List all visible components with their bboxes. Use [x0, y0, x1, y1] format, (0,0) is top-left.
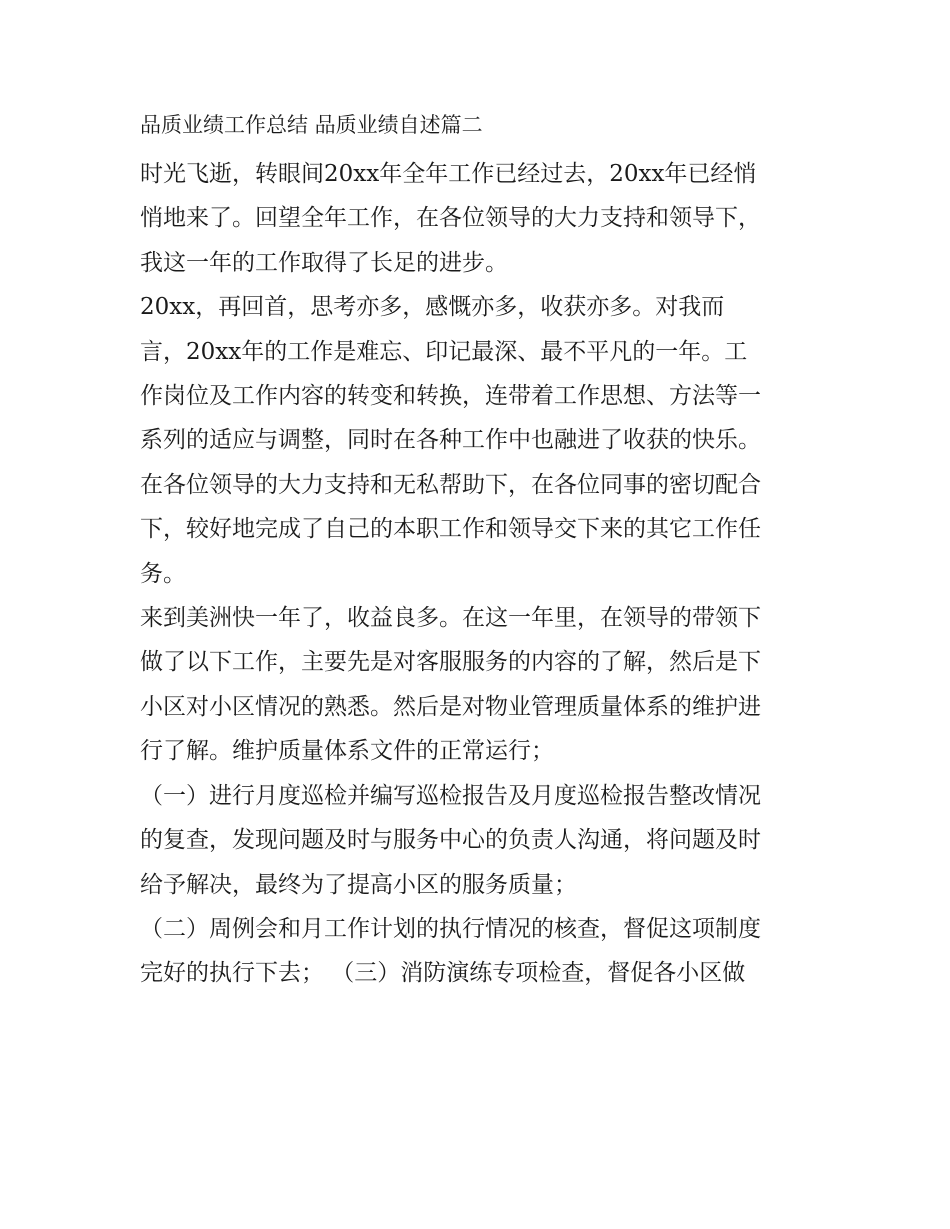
paragraph-work-overview [140, 596, 812, 774]
text-line: 系列的适应与调整，同时在各种工作中也融进了收获的快乐。 [140, 427, 761, 454]
text-line: 在各位领导的大力支持和无私帮助下，在各位同事的密切配合 [140, 471, 761, 498]
text-line: 我这一年的工作取得了长足的进步。 [140, 249, 508, 276]
text-line: 时光飞逝，转眼间20xx年全年工作已经过去，20xx年已经悄 [140, 161, 757, 187]
text-line: 作岗位及工作内容的转变和转换，连带着工作思想、方法等一 [140, 383, 761, 410]
text-line: 言，20xx年的工作是难忘、印记最深、最不平凡的一年。工 [140, 338, 748, 365]
text-line: 做了以下工作，主要先是对客服服务的内容的了解，然后是下 [140, 649, 761, 676]
text-line: 给予解决，最终为了提高小区的服务质量； [140, 871, 577, 898]
text-line: 悄地来了。回望全年工作，在各位领导的大力支持和领导下， [140, 205, 761, 232]
text-line: 下，较好地完成了自己的本职工作和领导交下来的其它工作任 [140, 516, 761, 543]
text-line: （二）周例会和月工作计划的执行情况的核查，督促这项制度 [140, 915, 761, 942]
document-body [140, 110, 812, 996]
text-line: 完好的执行下去； （三）消防演练专项检查，督促各小区做 [140, 960, 746, 987]
text-line: （一）进行月度巡检并编写巡检报告及月度巡检报告整改情况 [140, 782, 761, 809]
text-line: 的复查，发现问题及时与服务中心的负责人沟通，将问题及时 [140, 827, 761, 854]
text-line: 来到美洲快一年了，收益良多。在这一年里，在领导的带领下 [140, 605, 761, 632]
text-line: 行了解。维护质量体系文件的正常运行； [140, 738, 554, 765]
text-line: 小区对小区情况的熟悉。然后是对物业管理质量体系的维护进 [140, 693, 761, 720]
paragraph-intro [140, 152, 812, 285]
paragraph-reflection [140, 285, 812, 596]
text-line: 务。 [140, 560, 186, 587]
paragraph-item-two [140, 907, 812, 996]
paragraph-item-one [140, 774, 812, 907]
text-line: 20xx，再回首，思考亦多，感慨亦多，收获亦多。对我而 [140, 294, 725, 321]
document-title: 品质业绩工作总结 品质业绩自述篇二 [140, 113, 483, 137]
